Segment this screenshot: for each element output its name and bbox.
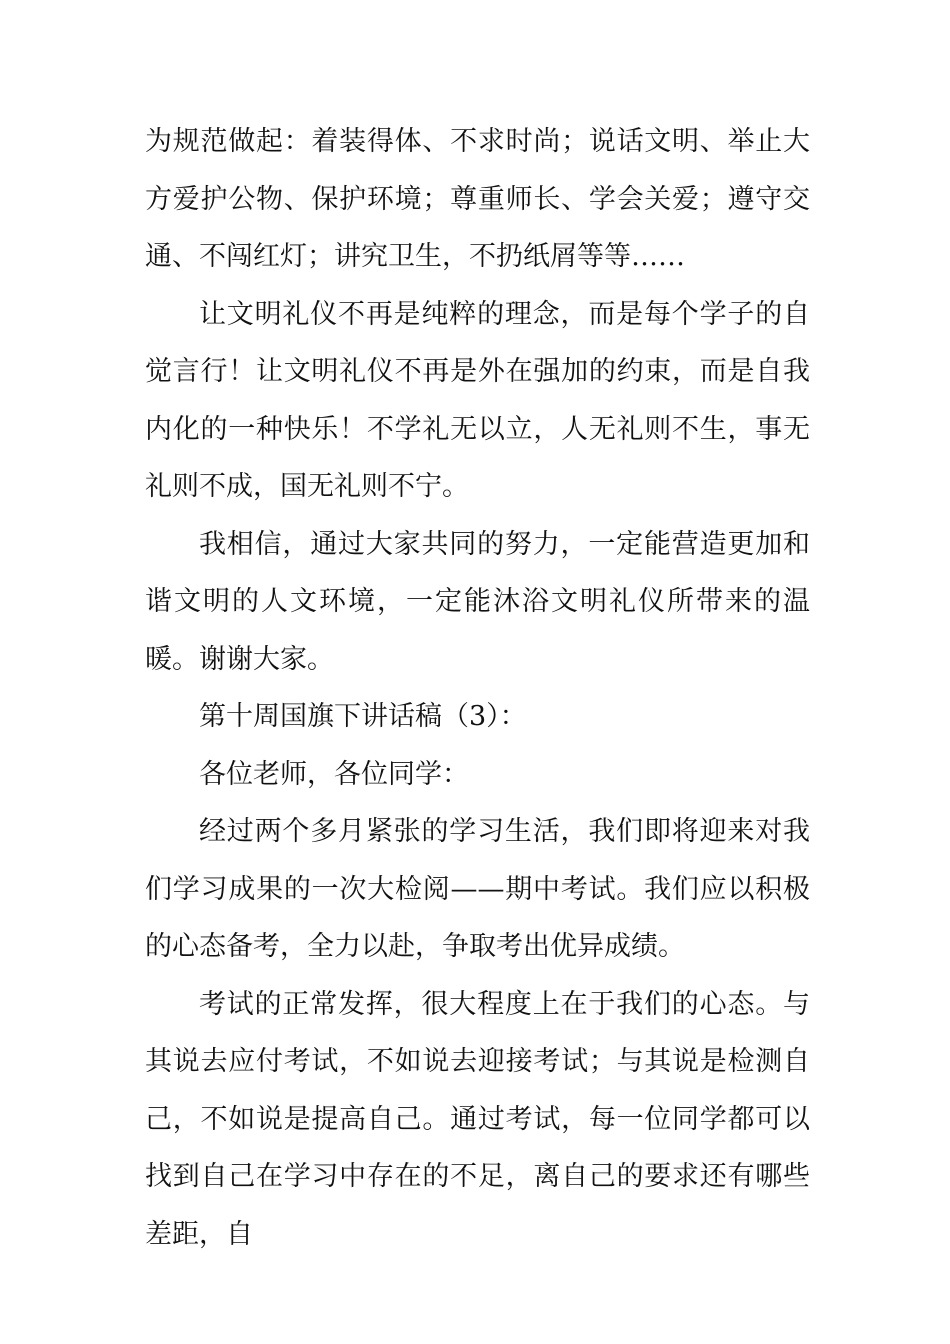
paragraph-etiquette-list: 为规范做起：着装得体、不求时尚；说话文明、举止大方爱护公物、保护环境；尊重师长、学会关爱；遵守交通、不闯红灯；讲究卫生，不扔纸屑等等…… xyxy=(145,126,810,272)
paragraph-midterm-intro: 经过两个多月紧张的学习生活，我们即将迎来对我们学习成果的一次大检阅——期中考试。我们应以积极的心态备考，全力以赴，争取考出优异成绩。 xyxy=(145,816,810,962)
section-heading: 第十周国旗下讲话稿（3）： xyxy=(199,701,527,732)
document-body xyxy=(145,113,810,1263)
paragraph-exam-mindset: 考试的正常发挥，很大程度上在于我们的心态。与其说去应付考试，不如说去迎接考试；与其说是检测自己，不如说是提高自己。通过考试，每一位同学都可以找到自己在学习中存在的不足，离自己的要求还有哪些差距，自 xyxy=(145,988,810,1250)
paragraph-etiquette-ideal: 让文明礼仪不再是纯粹的理念，而是每个学子的自觉言行！让文明礼仪不再是外在强加的约束，而是自我内化的一种快乐！不学礼无以立，人无礼则不生，事无礼则不成，国无礼则不宁。 xyxy=(145,298,810,502)
paragraph-closing-thanks: 我相信，通过大家共同的努力，一定能营造更加和谐文明的人文环境，一定能沐浴文明礼仪所带来的温暖。谢谢大家。 xyxy=(145,528,810,675)
salutation: 各位老师，各位同学： xyxy=(199,758,469,790)
